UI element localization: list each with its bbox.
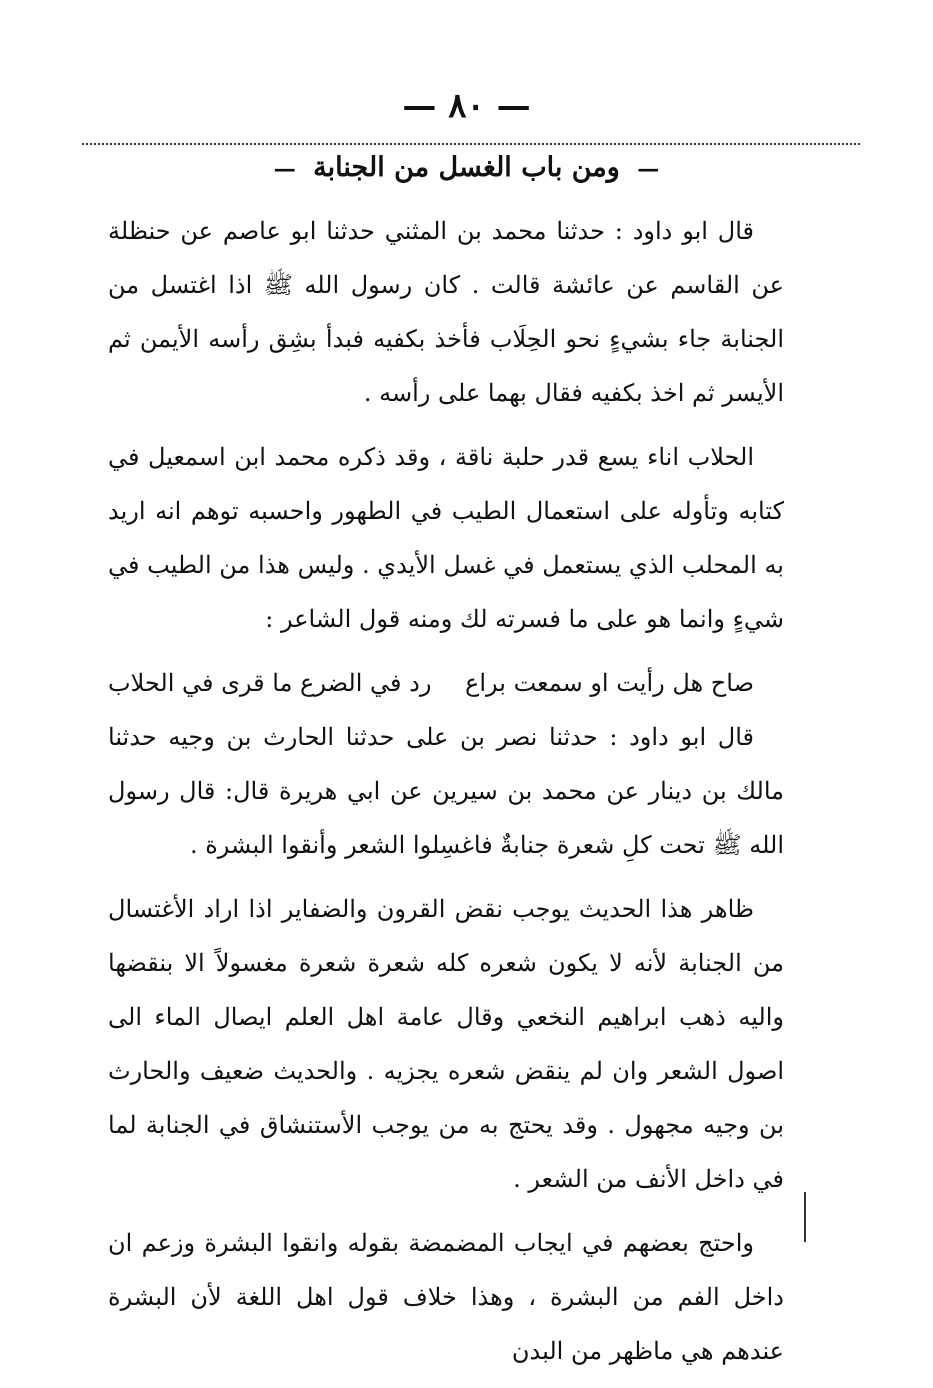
section-heading [0,152,933,183]
page-number: — ٨٠ — [402,86,531,126]
heading-ornament-left: — [273,156,296,182]
verse-first-hemistich: صاح هل رأيت او سمعت براع [465,669,754,697]
heading-title: ومن باب الغسل من الجنابة [313,152,620,183]
paragraph-hilab-explanation: الحلاب اناء يسع قدر حلبة ناقة ، وقد ذكره محمد ابن اسمعيل في كتابه وتأوله على استعمال الطيب في الطهور واحسبه توهم انه اريد به المحلب الذي يستعمل في غسل الأيدي . وليس هذا من الطيب في شيءٍ وانما هو على ما فسرته لك ومنه قول الشاعر : [108,443,784,633]
header-dotted-rule [82,143,860,145]
paragraph-commentary: ظاهر هذا الحديث يوجب نقض القرون والضفاير اذا اراد الأغتسال من الجنابة لأنه لا يكون شعره كله شعرة شعرة مغسولاً الا بنقضها واليه ذهب ابراهيم النخعي وقال عامة اهل العلم ايصال الماء الى اصول الشعر وان لم ينقض شعره يجزيه . والحديث ضعيف والحارث بن وجيه مجهول . وقد يحتج به من يوجب الأستنشاق في الجنابة لما في داخل الأنف من الشعر . [108,895,784,1193]
verse-second-hemistich: رد في الضرع ما قرى في الحلاب [108,669,432,697]
paragraph-hadith-abu-hurayra: قال ابو داود : حدثنا نصر بن على حدثنا الحارث بن وجيه حدثنا مالك بن دينار عن محمد بن سيرين عن ابي هريرة قال: قال رسول الله ﷺ تحت كلِ شعرة جنابةٌ فاغسِلوا الشعر وأنقوا البشرة . [108,723,784,859]
paragraph-hadith-aisha: قال ابو داود : حدثنا محمد بن المثني حدثنا ابو عاصم عن حنظلة عن القاسم عن عائشة قالت . كان رسول الله ﷺ اذا اغتسل من الجنابة جاء بشيءٍ نحو الحِلَاب فأخذ بكفيه فبدأ بشِق رأسه الأيمن ثم الأيسر ثم اخذ بكفيه فقال بهما على رأسه . [108,217,784,407]
margin-bracket [798,1192,806,1242]
paragraph-madmada: واحتج بعضهم في ايجاب المضمضة بقوله وانقوا البشرة وزعم ان داخل الفم من البشرة ، وهذا خلاف قول اهل اللغة لأن البشرة عندهم هي ماظهر من البدن [108,1229,784,1365]
body-text [108,204,784,1388]
poetry-verse [108,656,784,710]
heading-ornament-right: — [637,156,660,182]
